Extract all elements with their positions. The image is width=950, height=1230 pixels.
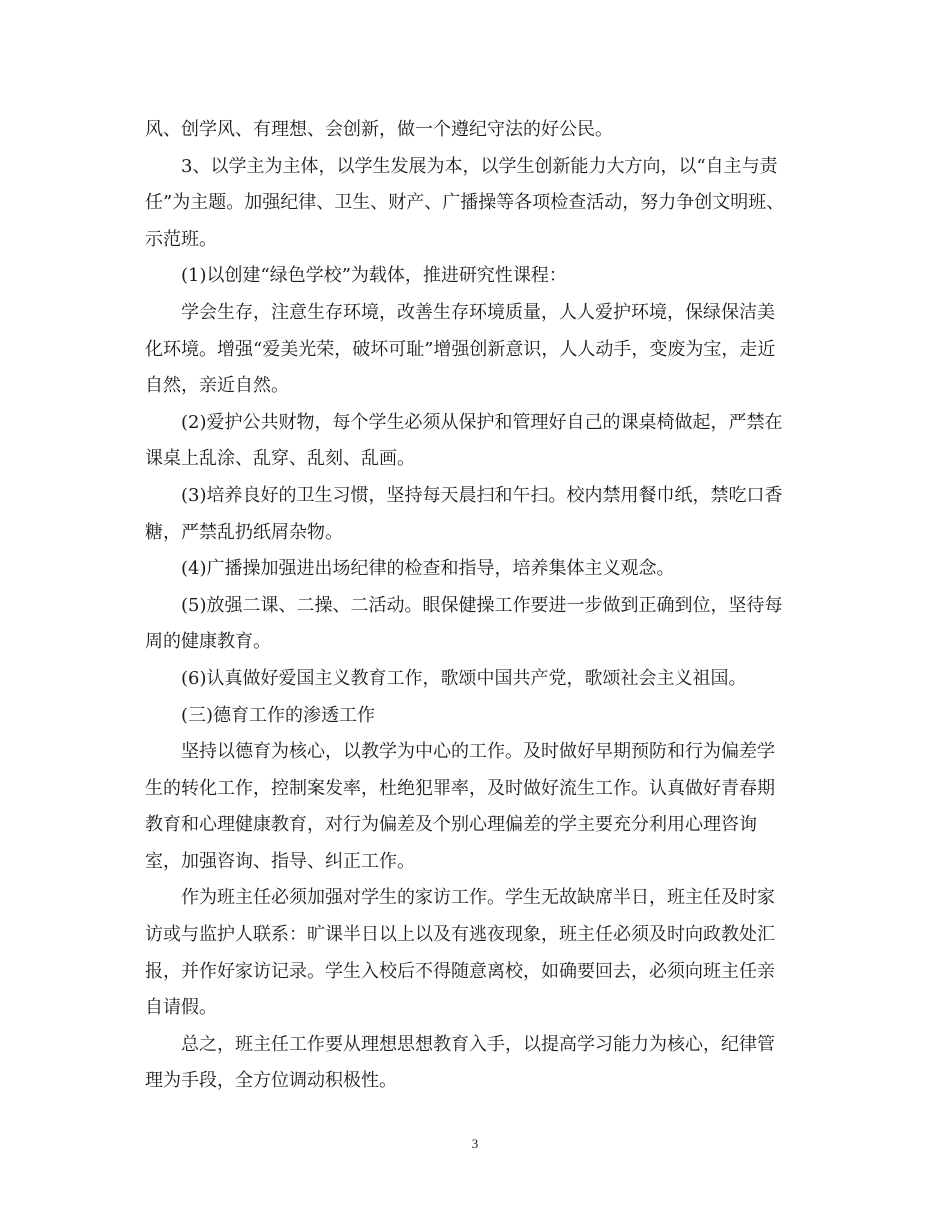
text-line: 课桌上乱涂、乱穿、乱刻、乱画。 — [145, 448, 415, 470]
text-line: (5)放强二课、二操、二活动。眼保健操工作要进一步做到正确到位，坚待每 — [181, 594, 783, 616]
text-line: 生的转化工作，控制案发率，杜绝犯罪率，及时做好流生工作。认真做好青春期 — [145, 777, 775, 799]
text-line: 坚持以德育为核心，以教学为中心的工作。及时做好早期预防和行为偏差学 — [181, 741, 775, 763]
text-line: 自请假。 — [145, 997, 217, 1019]
text-line: 报，并作好家访记录。学生入校后不得随意离校，如确要回去，必须向班主任亲 — [145, 960, 775, 982]
page-number: 3 — [471, 1136, 479, 1151]
text-line: (三)德育工作的渗透工作 — [181, 704, 376, 726]
text-line: 3、以学主为主体，以学生发展为本，以学生创新能力大方向，以“自主与责 — [181, 155, 778, 177]
text-line: 自然，亲近自然。 — [145, 375, 289, 397]
text-line: (3)培养良好的卫生习惯，坚持每天晨扫和午扫。校内禁用餐巾纸，禁吃口香 — [181, 484, 783, 506]
text-line: 周的健康教育。 — [145, 631, 271, 653]
text-line: 化环境。增强“爱美光荣，破坏可耻”增强创新意识，人人动手，变废为宝，走近 — [145, 338, 776, 360]
text-line: 示范班。 — [145, 228, 217, 250]
document-body — [145, 112, 810, 1100]
text-line: (1)以创建“绿色学校”为载体，推进研究性课程： — [181, 265, 567, 287]
text-line: 教育和心理健康教育，对行为偏差及个别心理偏差的学主要充分利用心理咨询 — [145, 814, 757, 836]
text-line: 学会生存，注意生存环境，改善生存环境质量，人人爱护环境，保绿保洁美 — [181, 301, 775, 323]
text-lines — [145, 112, 810, 1100]
text-line: 风、创学风、有理想、会创新，做一个遵纪守法的好公民。 — [145, 119, 613, 140]
text-line: 理为手段，全方位调动积极性。 — [145, 1070, 397, 1092]
text-line: (6)认真做好爱国主义教育工作，歌颂中国共产党，歌颂社会主义祖国。 — [181, 667, 747, 689]
text-line: 室，加强咨询、指导、纠正工作。 — [145, 850, 415, 872]
text-line: 访或与监护人联系：旷课半日以上以及有逃夜现象，班主任必须及时向政教处汇 — [145, 924, 775, 946]
text-line: 作为班主任必须加强对学生的家访工作。学生无故缺席半日，班主任及时家 — [181, 887, 775, 909]
text-line: (4)广播操加强进出场纪律的检查和指导，培养集体主义观念。 — [181, 558, 675, 580]
text-line: 总之，班主任工作要从理想思想教育入手，以提高学习能力为核心，纪律管 — [181, 1033, 775, 1055]
text-line: 任”为主题。加强纪律、卫生、财产、广播操等各项检查活动，努力争创文明班、 — [145, 192, 785, 214]
text-line: 糖，严禁乱扔纸屑杂物。 — [145, 521, 343, 543]
text-line: (2)爱护公共财物，每个学生必须从保护和管理好自己的课桌椅做起，严禁在 — [181, 411, 783, 433]
